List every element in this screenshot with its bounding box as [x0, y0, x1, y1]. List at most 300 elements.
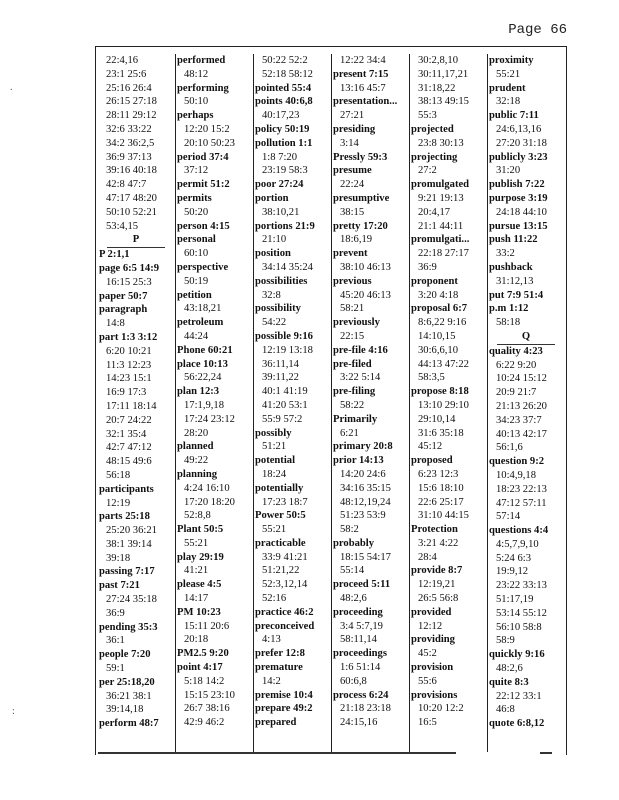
index-term: Power 50:5 — [255, 510, 306, 522]
index-reference: 27:24 35:18 — [106, 594, 157, 606]
index-term: portions 21:9 — [255, 220, 315, 232]
index-term: presiding — [333, 123, 376, 135]
index-term: provision — [411, 662, 454, 674]
index-reference: 34:23 37:7 — [496, 414, 542, 426]
index-term: p.m 1:12 — [489, 303, 529, 315]
index-reference: 56:1,6 — [496, 442, 523, 454]
index-term: proceedings — [333, 648, 387, 660]
index-reference: 51:17,19 — [496, 594, 534, 606]
index-term: practice 46:2 — [255, 606, 314, 618]
index-reference: 23:22 33:13 — [496, 580, 547, 592]
index-reference: 14:17 — [184, 593, 209, 605]
index-reference: 28:4 — [418, 551, 437, 563]
index-reference: 50:10 — [184, 96, 209, 108]
index-reference: 10:4,9,18 — [496, 469, 537, 481]
index-reference: 27:21 — [340, 110, 365, 122]
index-term: pushback — [489, 261, 533, 273]
index-reference: 17:11 18:14 — [106, 400, 157, 412]
index-reference: 17:24 23:12 — [184, 413, 235, 425]
index-reference: 12:19 13:18 — [262, 344, 313, 356]
index-reference: 27:2 — [418, 165, 437, 177]
index-reference: 17:20 18:20 — [184, 496, 235, 508]
index-reference: 42:8 47:7 — [106, 179, 147, 191]
index-reference: 10:20 12:2 — [418, 703, 464, 715]
index-reference: 36:11,14 — [262, 358, 299, 370]
index-reference: 36:9 — [106, 607, 125, 619]
index-term: quickly 9:16 — [489, 649, 545, 661]
index-term: permits — [177, 192, 212, 204]
index-reference: 23:8 30:13 — [418, 137, 464, 149]
index-reference: 41:20 53:1 — [262, 399, 308, 411]
index-term: projecting — [411, 151, 458, 163]
index-reference: 20:9 21:7 — [496, 387, 537, 399]
index-reference: 12:19 — [106, 497, 131, 509]
index-term: possibilities — [255, 275, 308, 287]
index-reference: 1:6 51:14 — [340, 662, 381, 674]
index-reference: 52:3,12,14 — [262, 579, 308, 591]
index-reference: 5:18 14:2 — [184, 675, 225, 687]
index-reference: 31:18,22 — [418, 82, 456, 94]
bottom-rule — [98, 752, 456, 754]
index-reference: 55:3 — [418, 110, 437, 122]
index-reference: 14:2 — [262, 675, 281, 687]
index-term: period 37:4 — [177, 151, 229, 163]
index-term: planned — [177, 441, 214, 453]
index-column-2 — [175, 54, 254, 752]
index-reference: 23:1 25:6 — [106, 68, 147, 80]
index-reference: 5:24 6:3 — [496, 552, 532, 564]
index-reference: 58:2 — [340, 524, 359, 536]
index-reference: 55:6 — [418, 675, 437, 687]
margin-mark: : — [12, 706, 15, 717]
index-reference: 52:16 — [262, 593, 287, 605]
index-term: place 10:13 — [177, 358, 228, 370]
index-reference: 4:5,7,9,10 — [496, 538, 539, 550]
index-column-5 — [409, 54, 488, 752]
index-reference: 26:15 27:18 — [106, 96, 157, 108]
index-term: per 25:18,20 — [99, 676, 155, 688]
index-reference: 49:22 — [184, 455, 209, 467]
index-reference: 45:20 46:13 — [340, 289, 391, 301]
index-reference: 50:19 — [184, 275, 209, 287]
index-term: pre-filed — [333, 358, 372, 370]
index-term: practicable — [255, 537, 306, 549]
index-term: questions 4:4 — [489, 525, 549, 537]
index-term: provide 8:7 — [411, 565, 463, 577]
index-reference: 55:21 — [184, 537, 209, 549]
index-reference: 3:21 4:22 — [418, 537, 459, 549]
index-reference: 20:18 — [184, 634, 209, 646]
index-term: presume — [333, 165, 372, 177]
index-reference: 55:9 57:2 — [262, 413, 303, 425]
index-reference: 4:24 16:10 — [184, 482, 230, 494]
index-reference: 21:1 44:11 — [418, 220, 464, 232]
index-reference: 24:18 44:10 — [496, 206, 547, 218]
index-term: Phone 60:21 — [177, 344, 233, 356]
index-reference: 18:6,19 — [340, 234, 373, 246]
index-reference: 39:16 40:18 — [106, 165, 157, 177]
index-term: preconceived — [255, 620, 315, 632]
index-term: provisions — [411, 689, 458, 701]
index-reference: 6:23 12:3 — [418, 468, 459, 480]
index-term: prevent — [333, 248, 368, 260]
index-reference: 12:20 15:2 — [184, 123, 230, 135]
index-reference: 30:6,6,10 — [418, 344, 459, 356]
index-reference: 8:6,22 9:16 — [418, 317, 467, 329]
index-reference: 36:9 — [418, 261, 437, 273]
index-reference: 31:12,13 — [496, 275, 534, 287]
index-term: poor 27:24 — [255, 179, 304, 191]
index-term: planning — [177, 468, 218, 480]
index-reference: 22:18 27:17 — [418, 248, 469, 260]
index-reference: 48:15 49:6 — [106, 456, 152, 468]
index-reference: 51:21 — [262, 441, 287, 453]
index-reference: 45:12 — [418, 441, 443, 453]
index-reference: 16:9 17:3 — [106, 387, 147, 399]
index-column-6 — [487, 54, 565, 752]
index-term: providing — [411, 634, 455, 646]
index-term: perform 48:7 — [99, 718, 159, 730]
index-reference: 12:22 34:4 — [340, 55, 386, 66]
index-term: quite 8:3 — [489, 676, 529, 688]
index-reference: 36:9 37:13 — [106, 151, 152, 163]
index-reference: 52:18 58:12 — [262, 68, 313, 80]
index-reference: 55:21 — [262, 524, 287, 536]
index-term: passing 7:17 — [99, 566, 155, 578]
index-reference: 48:2,6 — [496, 663, 523, 675]
index-reference: 14:10,15 — [418, 330, 456, 342]
index-term: Primarily — [333, 413, 378, 425]
index-reference: 39:18 — [106, 552, 131, 564]
index-reference: 6:20 10:21 — [106, 345, 152, 357]
index-reference: 17:23 18:7 — [262, 496, 308, 508]
index-term: policy 50:19 — [255, 123, 310, 135]
index-term: PM2.5 9:20 — [177, 648, 229, 660]
index-term: please 4:5 — [177, 579, 222, 591]
index-term: possibly — [255, 427, 292, 439]
index-reference: 41:21 — [184, 565, 209, 577]
index-reference: 48:12 — [184, 68, 209, 80]
index-term: quality 4:23 — [489, 345, 543, 357]
index-term: proposed — [411, 455, 453, 467]
index-reference: 21:10 — [262, 234, 287, 246]
index-reference: 34:14 35:24 — [262, 261, 313, 273]
index-reference: 14:20 24:6 — [340, 468, 386, 480]
index-term: potentially — [255, 482, 304, 494]
index-reference: 42:7 47:12 — [106, 442, 152, 454]
index-term: paper 50:7 — [99, 290, 148, 302]
index-reference: 16:15 25:3 — [106, 276, 152, 288]
index-reference: 40:17,23 — [262, 110, 300, 122]
index-reference: 50:20 — [184, 206, 209, 218]
index-term: present 7:15 — [333, 68, 389, 80]
index-reference: 40:13 42:17 — [496, 428, 547, 440]
index-term: proximity — [489, 55, 534, 66]
index-reference: 28:20 — [184, 427, 209, 439]
index-term: Protection — [411, 524, 458, 536]
index-reference: 18:15 54:17 — [340, 551, 391, 563]
index-reference: 39:11,22 — [262, 372, 299, 384]
index-reference: 44:13 47:22 — [418, 358, 469, 370]
index-reference: 3:20 4:18 — [418, 289, 459, 301]
letter-heading: Q — [497, 330, 555, 345]
index-reference: 32:8 — [262, 289, 281, 301]
index-reference: 36:1 — [106, 635, 125, 647]
index-term: prudent — [489, 82, 526, 94]
index-term: question 9:2 — [489, 456, 545, 468]
index-column-3 — [253, 54, 332, 752]
index-term: Pressly 59:3 — [333, 151, 388, 163]
index-reference: 31:6 35:18 — [418, 427, 464, 439]
index-reference: 45:2 — [418, 648, 437, 660]
index-term: position — [255, 248, 291, 260]
index-reference: 23:19 58:3 — [262, 165, 308, 177]
index-reference: 46:8 — [496, 704, 515, 716]
index-reference: 19:9,12 — [496, 566, 529, 578]
index-term: points 40:6,8 — [255, 96, 313, 108]
index-term: publicly 3:23 — [489, 151, 548, 163]
index-term: prepared — [255, 717, 297, 729]
index-term: previous — [333, 275, 372, 287]
index-reference: 26:7 38:16 — [184, 703, 230, 715]
index-reference: 27:20 31:18 — [496, 137, 547, 149]
index-term: pollution 1:1 — [255, 137, 313, 149]
bottom-rule-short — [540, 752, 552, 754]
index-reference: 12:12 — [418, 620, 443, 632]
index-reference: 22:15 — [340, 330, 365, 342]
index-term: prepare 49:2 — [255, 703, 313, 715]
index-reference: 33:2 — [496, 248, 515, 260]
index-term: play 29:19 — [177, 551, 224, 563]
index-reference: 25:16 26:4 — [106, 82, 152, 94]
index-term: premise 10:4 — [255, 689, 313, 701]
index-reference: 24:6,13,16 — [496, 123, 542, 135]
index-reference: 32:1 35:4 — [106, 428, 147, 440]
index-term: probably — [333, 537, 375, 549]
index-term: pointed 55:4 — [255, 82, 312, 94]
index-reference: 53:14 55:12 — [496, 607, 547, 619]
index-reference: 54:22 — [262, 317, 287, 329]
index-term: primary 20:8 — [333, 441, 393, 453]
index-reference: 15:11 20:6 — [184, 620, 230, 632]
index-reference: 38:15 — [340, 206, 365, 218]
index-reference: 21:18 23:18 — [340, 703, 391, 715]
index-reference: 43:18,21 — [184, 303, 222, 315]
index-term: projected — [411, 123, 454, 135]
index-term: page 6:5 14:9 — [99, 262, 160, 274]
index-reference: 56:18 — [106, 469, 131, 481]
index-reference: 20:10 50:23 — [184, 137, 235, 149]
index-term: provided — [411, 606, 452, 618]
index-term: paragraph — [99, 304, 148, 316]
index-reference: 47:17 48:20 — [106, 192, 157, 204]
index-term: pre-file 4:16 — [333, 344, 388, 356]
index-term: promulgated — [411, 179, 470, 191]
index-reference: 56:10 58:8 — [496, 621, 542, 633]
index-reference: 33:9 41:21 — [262, 551, 308, 563]
index-column-4 — [331, 54, 410, 752]
index-reference: 14:8 — [106, 318, 125, 330]
index-reference: 52:8,8 — [184, 510, 211, 522]
index-term: pending 35:3 — [99, 621, 158, 633]
index-term: possibility — [255, 303, 301, 315]
index-term: premature — [255, 662, 303, 674]
index-term: possible 9:16 — [255, 330, 313, 342]
index-term: pursue 13:15 — [489, 220, 548, 232]
index-reference: 38:1 39:14 — [106, 538, 152, 550]
index-term: perspective — [177, 261, 229, 273]
index-term: petroleum — [177, 317, 224, 329]
index-term: personal — [177, 234, 216, 246]
index-reference: 51:23 53:9 — [340, 510, 386, 522]
index-reference: 38:10,21 — [262, 206, 300, 218]
index-reference: 47:12 57:11 — [496, 497, 547, 509]
index-term: promulgati... — [411, 234, 470, 246]
index-reference: 48:12,19,24 — [340, 496, 391, 508]
index-term: P 2:1,1 — [99, 249, 130, 261]
index-reference: 30:11,17,21 — [418, 68, 469, 80]
index-reference: 9:21 19:13 — [418, 192, 464, 204]
index-reference: 59:1 — [106, 663, 125, 675]
index-reference: 31:20 — [496, 165, 521, 177]
index-term: prior 14:13 — [333, 455, 384, 467]
index-reference: 34:16 35:15 — [340, 482, 391, 494]
index-reference: 38:10 46:13 — [340, 261, 391, 273]
letter-heading: P — [107, 233, 165, 248]
index-reference: 26:5 56:8 — [418, 593, 459, 605]
index-reference: 58:3,5 — [418, 372, 445, 384]
index-term: past 7:21 — [99, 580, 140, 592]
index-term: quote 6:8,12 — [489, 718, 545, 730]
index-term: put 7:9 51:4 — [489, 289, 544, 301]
index-reference: 56:22,24 — [184, 372, 222, 384]
index-term: push 11:22 — [489, 234, 538, 246]
index-reference: 32:6 33:22 — [106, 123, 152, 135]
index-reference: 37:12 — [184, 165, 209, 177]
index-reference: 17:1,9,18 — [184, 399, 225, 411]
index-reference: 40:1 41:19 — [262, 386, 308, 398]
index-term: Plant 50:5 — [177, 524, 224, 536]
index-term: proceed 5:11 — [333, 579, 391, 591]
index-reference: 58:11,14 — [340, 634, 377, 646]
index-reference: 1:8 7:20 — [262, 151, 298, 163]
index-reference: 20:7 24:22 — [106, 414, 152, 426]
index-reference: 32:18 — [496, 96, 521, 108]
index-reference: 42:9 46:2 — [184, 717, 225, 729]
index-term: plan 12:3 — [177, 386, 220, 398]
index-reference: 22:12 33:1 — [496, 690, 542, 702]
index-reference: 3:4 5:7,19 — [340, 620, 383, 632]
index-term: publish 7:22 — [489, 179, 545, 191]
margin-mark: . — [10, 82, 13, 93]
index-reference: 3:22 5:14 — [340, 372, 381, 384]
index-reference: 12:19,21 — [418, 579, 456, 591]
index-term: PM 10:23 — [177, 606, 221, 618]
index-reference: 3:14 — [340, 137, 359, 149]
index-reference: 14:23 15:1 — [106, 373, 152, 385]
index-reference: 55:21 — [496, 68, 521, 80]
index-reference: 11:3 12:23 — [106, 359, 152, 371]
index-reference: 48:2,6 — [340, 593, 367, 605]
index-reference: 58:21 — [340, 303, 365, 315]
index-reference: 58:18 — [496, 317, 521, 329]
index-reference: 30:2,8,10 — [418, 55, 459, 66]
index-reference: 22:4,16 — [106, 55, 139, 66]
index-term: process 6:24 — [333, 689, 389, 701]
index-term: performing — [177, 82, 229, 94]
index-reference: 13:10 29:10 — [418, 399, 469, 411]
index-reference: 22:6 25:17 — [418, 496, 464, 508]
index-term: presumptive — [333, 192, 390, 204]
index-term: person 4:15 — [177, 220, 230, 232]
index-reference: 44:24 — [184, 330, 209, 342]
index-term: presentation... — [333, 96, 398, 108]
index-term: propose 8:18 — [411, 386, 469, 398]
index-reference: 50:22 52:2 — [262, 55, 308, 66]
index-term: purpose 3:19 — [489, 192, 548, 204]
index-term: point 4:17 — [177, 662, 223, 674]
index-reference: 58:9 — [496, 635, 515, 647]
index-reference: 38:13 49:15 — [418, 96, 469, 108]
index-term: proposal 6:7 — [411, 303, 468, 315]
index-reference: 31:10 44:15 — [418, 510, 469, 522]
index-reference: 55:14 — [340, 565, 365, 577]
index-term: performed — [177, 55, 226, 66]
index-reference: 58:22 — [340, 399, 365, 411]
index-reference: 28:11 29:12 — [106, 110, 157, 122]
index-reference: 25:20 36:21 — [106, 525, 157, 537]
index-reference: 15:15 23:10 — [184, 689, 235, 701]
index-term: parts 25:18 — [99, 511, 150, 523]
index-reference: 6:22 9:20 — [496, 359, 537, 371]
index-reference: 18:24 — [262, 468, 287, 480]
index-reference: 24:15,16 — [340, 717, 378, 729]
index-term: people 7:20 — [99, 649, 151, 661]
index-term: prefer 12:8 — [255, 648, 305, 660]
index-reference: 10:24 15:12 — [496, 373, 547, 385]
index-reference: 22:24 — [340, 179, 365, 191]
index-term: pre-filing — [333, 386, 376, 398]
index-reference: 51:21,22 — [262, 565, 300, 577]
index-term: previously — [333, 317, 380, 329]
index-reference: 21:13 26:20 — [496, 400, 547, 412]
index-reference: 60:6,8 — [340, 675, 367, 687]
index-reference: 20:4,17 — [418, 206, 451, 218]
index-term: part 1:3 3:12 — [99, 331, 158, 343]
index-reference: 6:21 — [340, 427, 359, 439]
index-reference: 60:10 — [184, 248, 209, 260]
index-column-1 — [97, 54, 176, 752]
index-reference: 13:16 45:7 — [340, 82, 386, 94]
index-reference: 18:23 22:13 — [496, 483, 547, 495]
index-reference: 57:14 — [496, 511, 521, 523]
index-term: perhaps — [177, 110, 214, 122]
index-reference: 53:4,15 — [106, 220, 139, 232]
index-reference: 34:2 36:2,5 — [106, 137, 155, 149]
index-reference: 39:14,18 — [106, 704, 144, 716]
index-reference: 29:10,14 — [418, 413, 456, 425]
index-reference: 16:5 — [418, 717, 437, 729]
index-term: pretty 17:20 — [333, 220, 388, 232]
index-reference: 15:6 18:10 — [418, 482, 464, 494]
index-term: public 7:11 — [489, 110, 539, 122]
index-term: potential — [255, 455, 296, 467]
index-term: participants — [99, 483, 154, 495]
index-term: portion — [255, 192, 289, 204]
index-reference: 4:13 — [262, 634, 281, 646]
index-term: proponent — [411, 275, 458, 287]
index-reference: 50:10 52:21 — [106, 206, 157, 218]
